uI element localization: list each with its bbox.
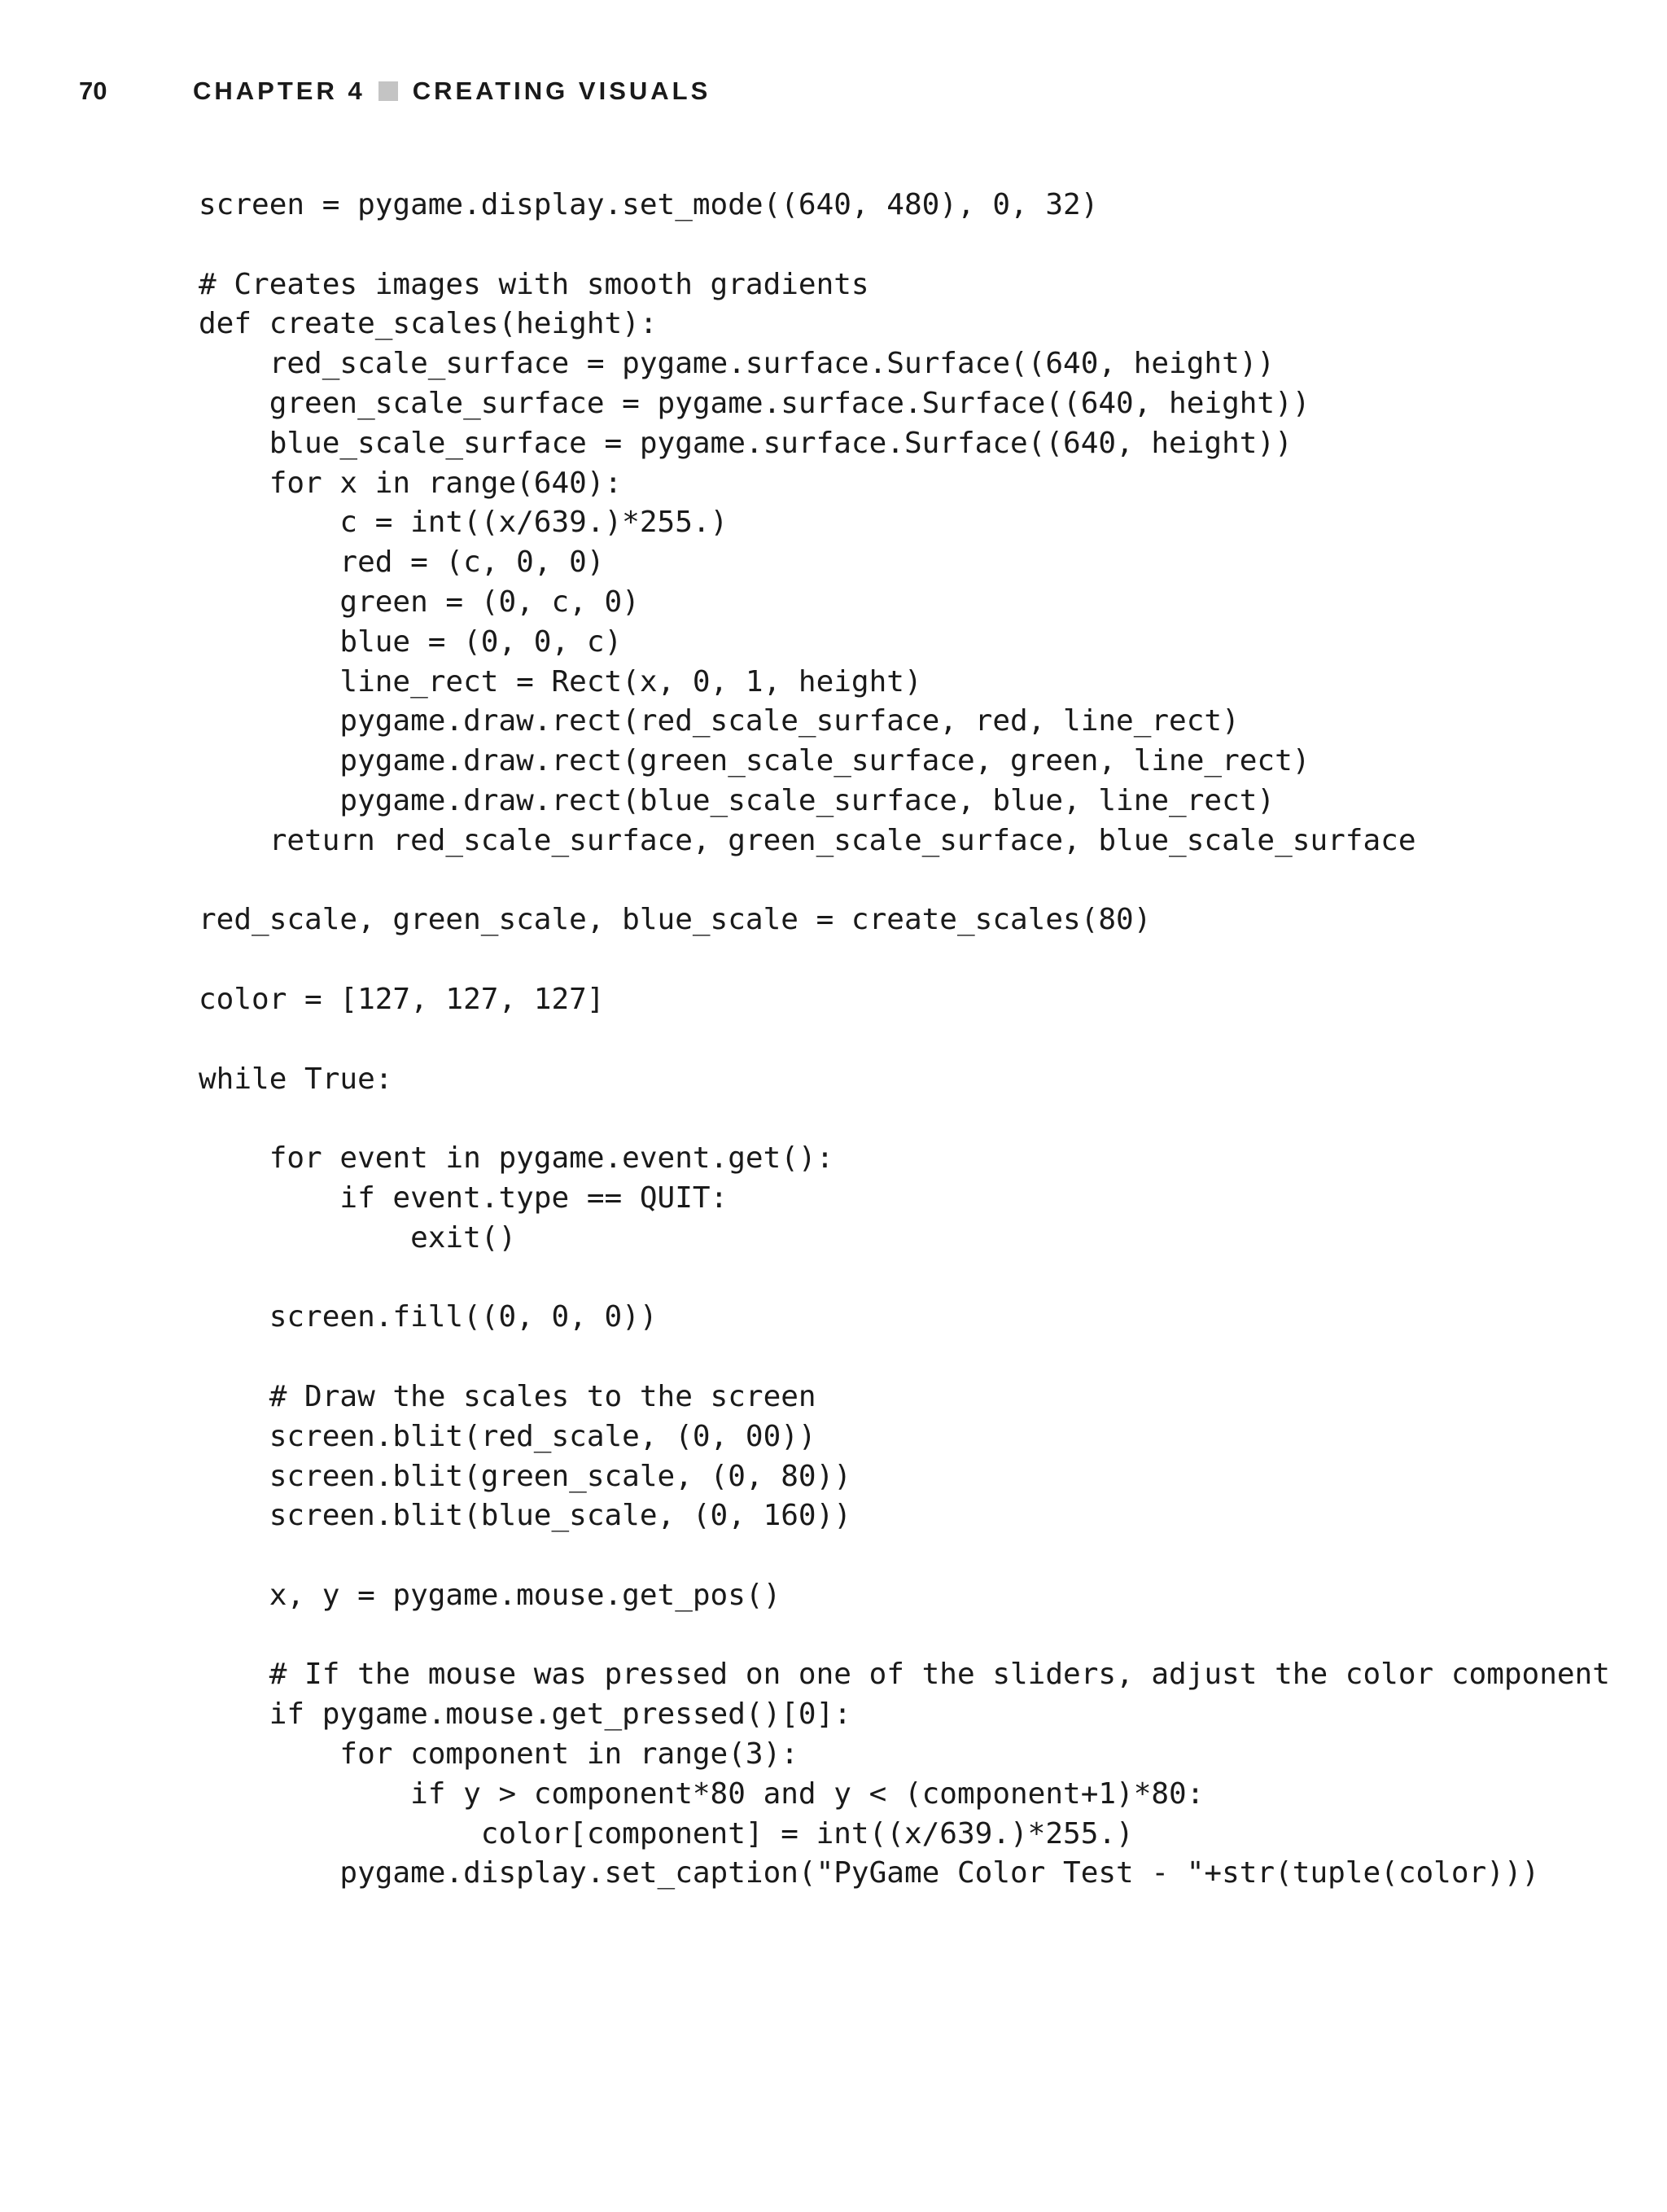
code-line: return red_scale_surface, green_scale_surface, blue_scale_surface [199, 823, 1416, 857]
code-line: pygame.display.set_caption("PyGame Color Test - "+str(tuple(color))) [199, 1856, 1540, 1890]
code-line: screen.blit(blue_scale, (0, 160)) [199, 1499, 851, 1533]
code-line: screen.blit(green_scale, (0, 80)) [199, 1459, 851, 1493]
code-line: if event.type == QUIT: [199, 1180, 728, 1215]
code-line: for event in pygame.event.get(): [199, 1141, 834, 1176]
code-line [199, 1020, 1647, 1060]
code-line [199, 226, 1647, 265]
code-line: blue = (0, 0, c) [199, 624, 623, 659]
code-line: red_scale_surface = pygame.surface.Surface((640, height)) [199, 347, 1275, 381]
code-line [199, 940, 1647, 980]
code-line: blue_scale_surface = pygame.surface.Surface((640, height)) [199, 426, 1293, 460]
chapter-label: CHAPTER 4 [193, 77, 365, 105]
code-line: screen.blit(red_scale, (0, 00)) [199, 1419, 816, 1453]
code-line: pygame.draw.rect(red_scale_surface, red, line_rect) [199, 704, 1240, 738]
code-line: if pygame.mouse.get_pressed()[0]: [199, 1697, 851, 1732]
code-line: for component in range(3): [199, 1737, 798, 1772]
running-head [193, 72, 711, 111]
code-line: green_scale_surface = pygame.surface.Surface((640, height)) [199, 386, 1310, 420]
code-line: pygame.draw.rect(blue_scale_surface, blue, line_rect) [199, 783, 1275, 817]
code-line [199, 1338, 1647, 1378]
code-line [199, 861, 1647, 901]
code-line [199, 1259, 1647, 1299]
code-line: red_scale, green_scale, blue_scale = create_scales(80) [199, 903, 1152, 937]
code-line: # Creates images with smooth gradients [199, 267, 869, 301]
code-line: screen.fill((0, 0, 0)) [199, 1300, 658, 1334]
separator-square-icon [378, 81, 398, 101]
code-line: def create_scales(height): [199, 307, 658, 341]
code-line: green = (0, c, 0) [199, 585, 640, 619]
code-line [199, 1616, 1647, 1656]
code-listing [199, 186, 1647, 1894]
code-line: color[component] = int((x/639.)*255.) [199, 1816, 1134, 1851]
code-line: pygame.draw.rect(green_scale_surface, green, line_rect) [199, 744, 1310, 778]
code-line [199, 1536, 1647, 1576]
code-line: if y > component*80 and y < (component+1)*80: [199, 1776, 1205, 1811]
code-line: exit() [199, 1220, 517, 1255]
code-line: color = [127, 127, 127] [199, 982, 605, 1016]
chapter-title: CREATING VISUALS [412, 77, 711, 105]
code-line: while True: [199, 1062, 393, 1096]
code-line: x, y = pygame.mouse.get_pos() [199, 1578, 781, 1612]
page-header [0, 72, 1667, 111]
page-number: 70 [79, 77, 107, 105]
code-line: # If the mouse was pressed on one of the sliders, adjust the color component [199, 1658, 1610, 1692]
code-line: screen = pygame.display.set_mode((640, 480), 0, 32) [199, 188, 1099, 221]
code-line: red = (c, 0, 0) [199, 545, 605, 580]
code-line: c = int((x/639.)*255.) [199, 506, 728, 540]
code-line: # Draw the scales to the screen [199, 1379, 816, 1413]
code-line: line_rect = Rect(x, 0, 1, height) [199, 664, 922, 699]
code-line [199, 1099, 1647, 1139]
code-line: for x in range(640): [199, 466, 623, 500]
